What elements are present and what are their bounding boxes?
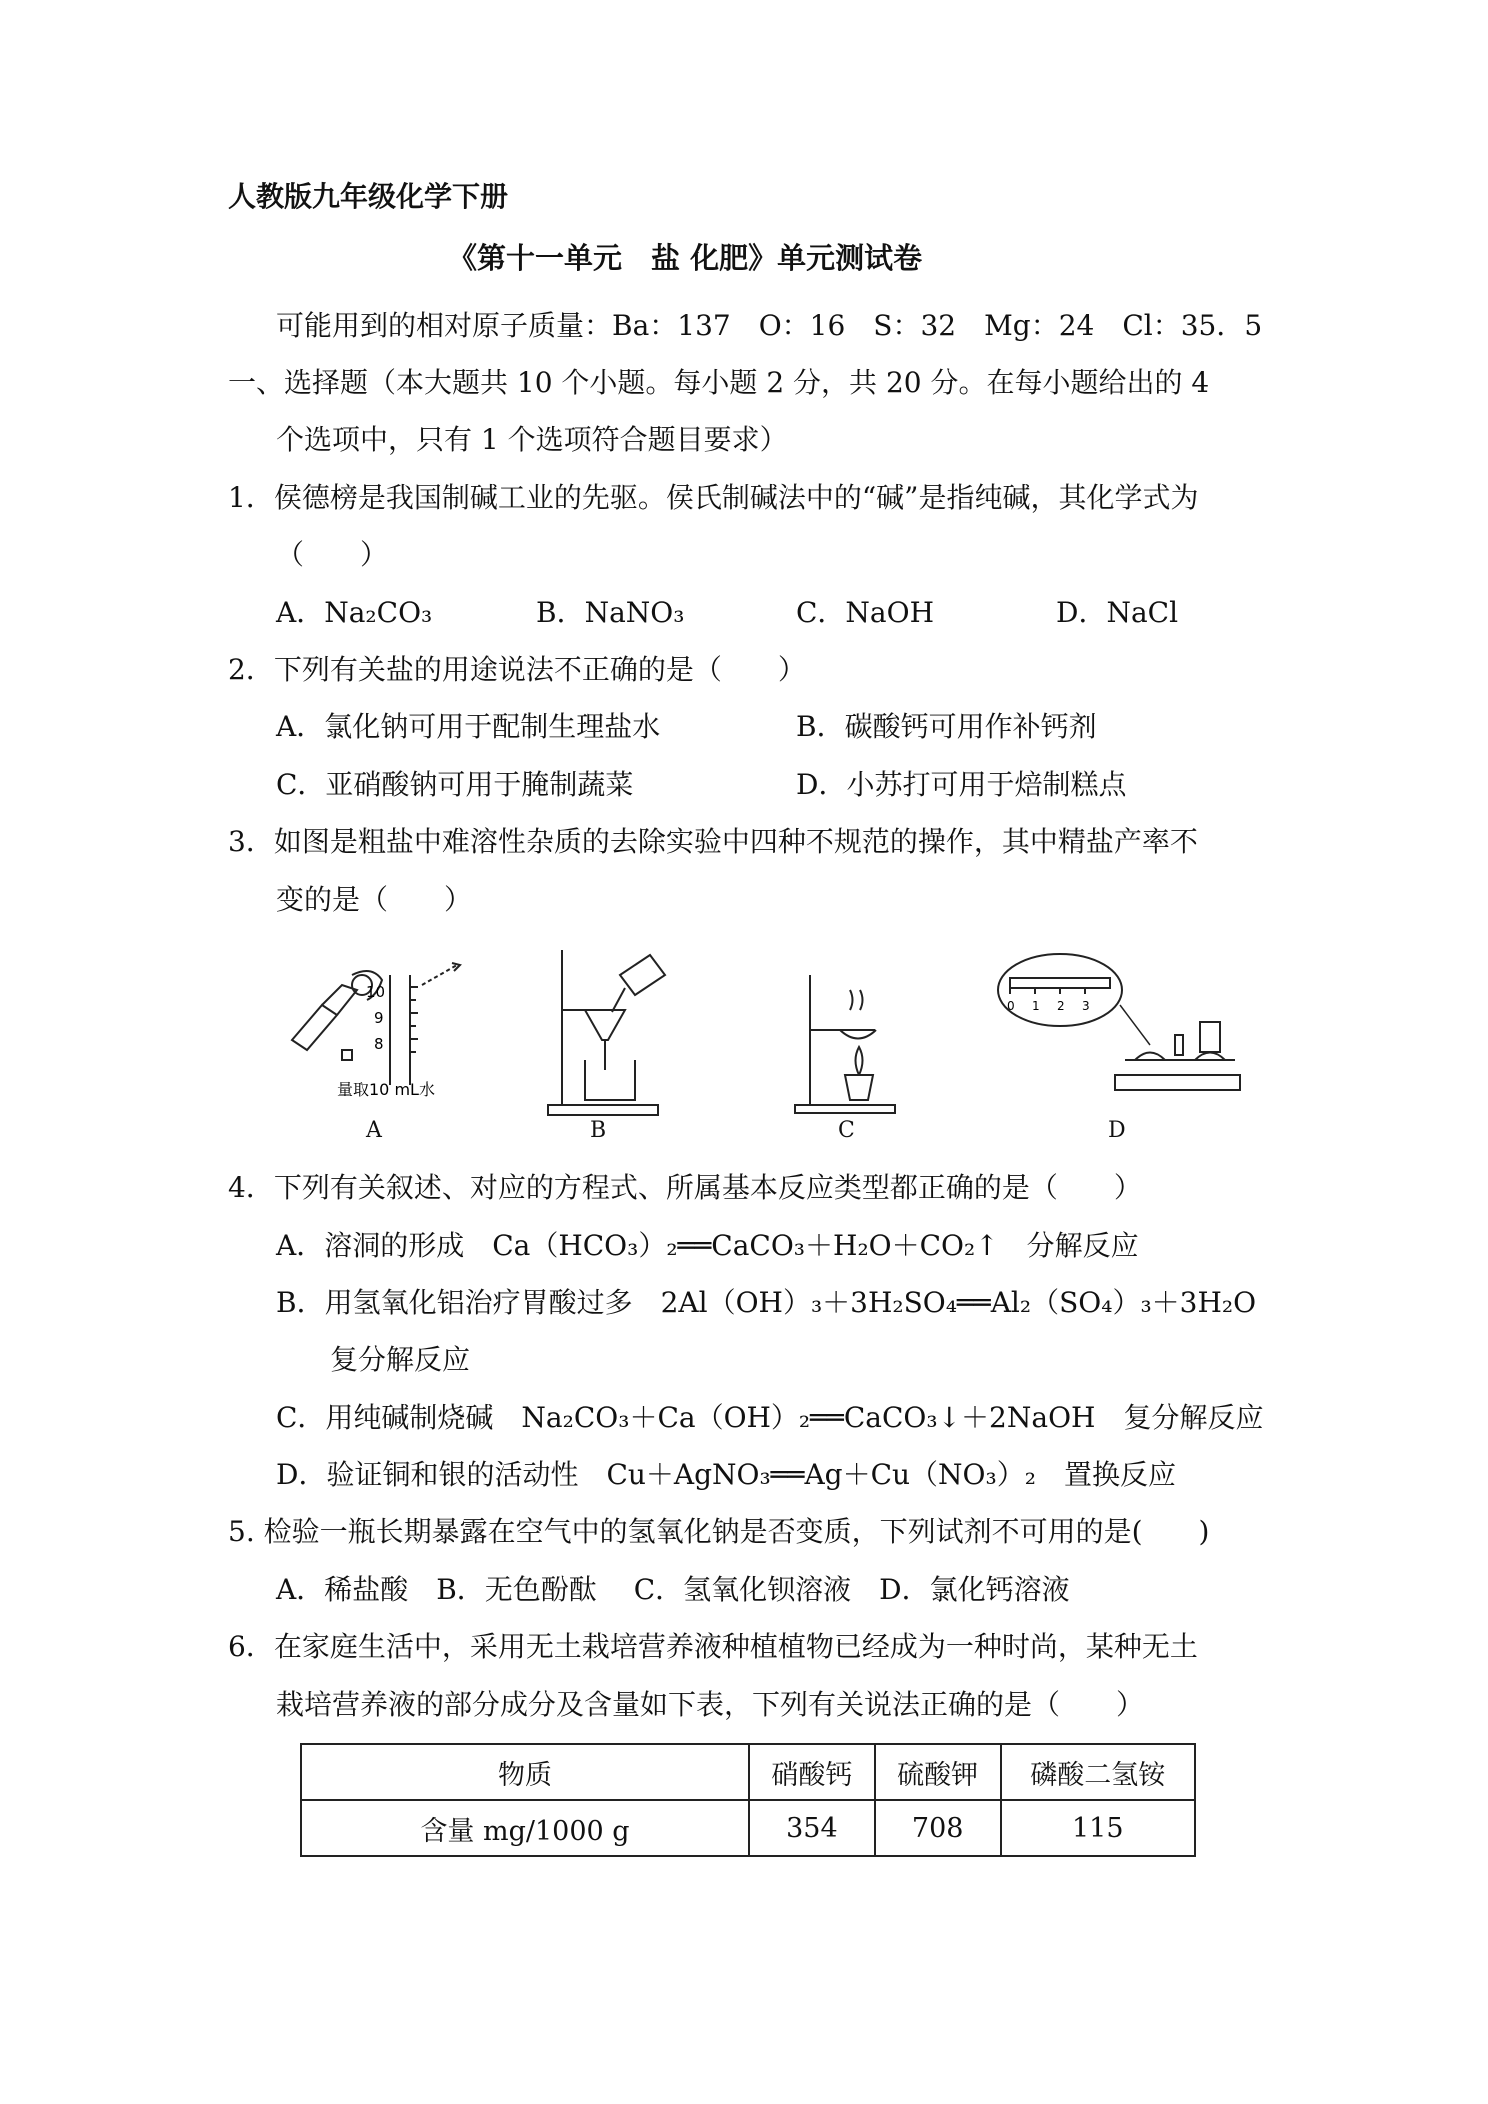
section-heading-line1: 一、选择题（本大题共 10 个小题。每小题 2 分，共 20 分。在每小题给出的 4 xyxy=(228,366,1210,399)
q5-options: A．稀盐酸 B．无色酚酞 C．氢氧化钡溶液 D．氯化钙溶液 xyxy=(276,1573,1070,1606)
figure-d-balance xyxy=(995,950,1245,1110)
table-header-cell: 磷酸二氢铵 xyxy=(1001,1744,1195,1800)
q4-option-b: B．用氢氧化铝治疗胃酸过多 2Al（OH）₃＋3H₂SO₄══Al₂（SO₄）₃＋3H₂O xyxy=(276,1286,1257,1319)
balance-tick-3: 3 xyxy=(1082,999,1090,1013)
q4-option-a: A．溶洞的形成 Ca（HCO₃）₂══CaCO₃＋H₂O＋CO₂↑ 分解反应 xyxy=(276,1229,1139,1262)
q6-stem-cont: 栽培营养液的部分成分及含量如下表，下列有关说法正确的是（ ） xyxy=(276,1688,1145,1721)
nutrient-table xyxy=(300,1743,1196,1857)
q4-option-d: D．验证铜和银的活动性 Cu＋AgNO₃══Ag＋Cu（NO₃）₂ 置换反应 xyxy=(276,1458,1176,1491)
q3-stem: 3．如图是粗盐中难溶性杂质的去除实验中四种不规范的操作，其中精盐产率不 xyxy=(228,825,1198,858)
figure-label-a: A xyxy=(366,1118,382,1143)
iron-stand-base xyxy=(548,1105,658,1115)
pouring-beaker-icon xyxy=(620,955,665,995)
figure-a-caption: 量取10 mL水 xyxy=(337,1080,435,1099)
balance-tick-2: 2 xyxy=(1057,999,1065,1013)
scale-tick-8: 8 xyxy=(374,1035,384,1053)
balance-tick-0: 0 xyxy=(1007,999,1015,1013)
atomic-masses: 可能用到的相对原子质量：Ba：137 O：16 S：32 Mg：24 Cl：35．5 xyxy=(276,309,1263,342)
right-pan xyxy=(1195,1053,1225,1061)
scale-tick-9: 9 xyxy=(374,1009,384,1027)
table-row xyxy=(301,1800,1195,1856)
q6-stem: 6．在家庭生活中，采用无土栽培营养液种植植物已经成为一种时尚，某种无土 xyxy=(228,1630,1198,1663)
beaker-icon xyxy=(585,1060,635,1100)
q4-option-b-type: 复分解反应 xyxy=(330,1343,471,1376)
q1-option-d: D．NaCl xyxy=(1056,596,1179,629)
left-pan xyxy=(1135,1053,1165,1061)
eye-sight-line xyxy=(422,965,457,985)
funnel-icon xyxy=(585,1010,625,1040)
table-cell: 354 xyxy=(749,1800,875,1856)
beaker-on-pan xyxy=(1200,1022,1220,1052)
q1-option-a: A．Na₂CO₃ xyxy=(276,596,433,629)
figure-b-filtration xyxy=(540,940,670,1120)
table-header-row xyxy=(301,1744,1195,1800)
q3-stem-cont: 变的是（ ） xyxy=(276,883,473,916)
reagent-bottle-icon xyxy=(292,1005,337,1050)
alcohol-lamp-icon xyxy=(845,1075,873,1100)
table-cell: 708 xyxy=(875,1800,1001,1856)
balance-tick-1: 1 xyxy=(1032,999,1040,1013)
q4-option-c: C．用纯碱制烧碱 Na₂CO₃＋Ca（OH）₂══CaCO₃↓＋2NaOH 复分解反应 xyxy=(276,1401,1264,1434)
scale-tick-10: 10 xyxy=(366,983,386,1001)
evaporating-dish-icon xyxy=(840,1030,876,1039)
section-heading-line2: 个选项中，只有 1 个选项符合题目要求） xyxy=(276,423,788,456)
figure-label-c: C xyxy=(838,1118,855,1143)
iron-stand-base xyxy=(795,1105,895,1113)
q4-stem: 4．下列有关叙述、对应的方程式、所属基本反应类型都正确的是（ ） xyxy=(228,1171,1142,1204)
figure-label-d: D xyxy=(1108,1118,1126,1143)
weight-icon xyxy=(1175,1035,1183,1055)
q1-option-c: C．NaOH xyxy=(796,596,934,629)
q5-stem: 5. 检验一瓶长期暴露在空气中的氢氧化钠是否变质，下列试剂不可用的是( ) xyxy=(228,1515,1210,1548)
q1-answer-blank: （ ） xyxy=(276,538,389,571)
q2-option-c: C．亚硝酸钠可用于腌制蔬菜 xyxy=(276,768,634,801)
figure-c-evaporation xyxy=(780,955,910,1120)
table-header-cell: 硝酸钙 xyxy=(749,1744,875,1800)
q2-option-a: A．氯化钠可用于配制生理盐水 xyxy=(276,710,661,743)
glass-rod xyxy=(612,988,625,1012)
steam-icon xyxy=(850,990,863,1010)
balance-base xyxy=(1115,1075,1240,1090)
table-cell: 115 xyxy=(1001,1800,1195,1856)
q1-stem: 1．侯德榜是我国制碱工业的先驱。侯氏制碱法中的“碱”是指纯碱，其化学式为 xyxy=(228,481,1199,514)
flame-icon xyxy=(856,1047,863,1075)
q2-option-d: D．小苏打可用于焙制糕点 xyxy=(796,768,1127,801)
exam-title: 《第十一单元 盐 化肥》单元测试卷 xyxy=(448,241,923,275)
textbook-header: 人教版九年级化学下册 xyxy=(228,180,509,213)
table-header-cell: 物质 xyxy=(301,1744,749,1800)
figure-label-b: B xyxy=(590,1118,607,1143)
q1-option-b: B．NaNO₃ xyxy=(536,596,685,629)
beam-scale xyxy=(1010,978,1110,988)
table-cell: 含量 mg/1000 g xyxy=(301,1800,749,1856)
figure-a-measuring xyxy=(282,945,462,1115)
q2-stem: 2．下列有关盐的用途说法不正确的是（ ） xyxy=(228,653,806,686)
table-header-cell: 硫酸钾 xyxy=(875,1744,1001,1800)
q2-option-b: B．碳酸钙可用作补钙剂 xyxy=(796,710,1097,743)
